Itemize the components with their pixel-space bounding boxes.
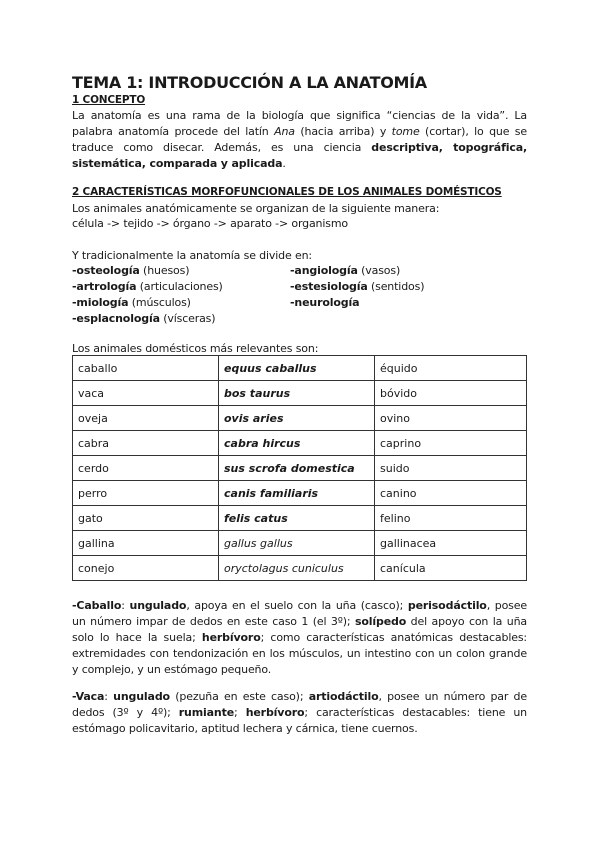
division-description: (músculos) xyxy=(128,296,191,309)
page-title: TEMA 1: INTRODUCCIÓN A LA ANATOMÍA xyxy=(72,73,427,92)
family-cell: suido xyxy=(375,456,527,481)
family-cell: bóvido xyxy=(375,381,527,406)
division-description: (sentidos) xyxy=(367,280,425,293)
text-run: . xyxy=(282,157,286,170)
scientific-name-cell: cabra hircus xyxy=(219,431,375,456)
division-item xyxy=(72,311,223,327)
common-name-cell: conejo xyxy=(73,556,219,581)
family-cell: felino xyxy=(375,506,527,531)
table-row xyxy=(73,556,527,581)
table-row xyxy=(73,381,527,406)
division-description: (huesos) xyxy=(139,264,190,277)
division-item xyxy=(72,279,223,295)
division-term: -estesiología xyxy=(290,280,368,293)
text-run: ungulado xyxy=(113,690,170,703)
division-term: -osteología xyxy=(72,264,140,277)
scientific-name-cell: sus scrofa domestica xyxy=(219,456,375,481)
text-run: ; características destacables: tiene un estómago policavitario, aptitud lechera y cárnica, tiene cuernos. xyxy=(72,706,528,735)
common-name-cell: gallina xyxy=(73,531,219,556)
table-intro: Los animales domésticos más relevantes son: xyxy=(72,342,319,355)
concept-paragraph xyxy=(72,108,527,172)
scientific-name-cell: oryctolagus cuniculus xyxy=(219,556,375,581)
vaca-paragraph xyxy=(72,689,527,737)
division-term: -miología xyxy=(72,296,129,309)
family-cell: canícula xyxy=(375,556,527,581)
table-row xyxy=(73,431,527,456)
text-run: ; xyxy=(234,706,246,719)
text-run: perisodáctilo xyxy=(407,599,487,612)
section-1-heading: 1 CONCEPTO xyxy=(72,94,146,106)
common-name-cell: cabra xyxy=(73,431,219,456)
common-name-cell: gato xyxy=(73,506,219,531)
common-name-cell: perro xyxy=(73,481,219,506)
division-term: -esplacnología xyxy=(72,312,160,325)
family-cell: caprino xyxy=(375,431,527,456)
text-run: (pezuña en este caso); xyxy=(169,690,309,703)
text-run: rumiante xyxy=(178,706,235,719)
division-term: -neurología xyxy=(290,296,360,309)
text-run: (hacia arriba) y xyxy=(294,125,392,138)
scientific-name-cell: gallus gallus xyxy=(219,531,375,556)
text-run: descriptiva, topográfica, sistemática, comparada y aplicada xyxy=(72,141,527,170)
organization-intro: Los animales anatómicamente se organizan de la siguiente manera: xyxy=(72,202,440,215)
table-row xyxy=(73,456,527,481)
domestic-animals-table xyxy=(72,355,527,581)
text-run: del apoyo con la uña solo lo hace la suela; xyxy=(72,615,527,644)
text-run: , apoya en el suelo con la uña (casco); xyxy=(186,599,408,612)
text-run: : xyxy=(104,690,114,703)
common-name-cell: cerdo xyxy=(73,456,219,481)
text-run: : xyxy=(121,599,130,612)
text-run: , posee un número par de dedos (3º y 4º); xyxy=(72,690,528,719)
text-run: -Vaca xyxy=(72,690,105,703)
section-2-heading: 2 CARACTERÍSTICAS MORFOFUNCIONALES DE LOS ANIMALES DOMÉSTICOS xyxy=(72,186,502,198)
division-term: -angiología xyxy=(290,264,358,277)
division-item xyxy=(290,295,424,311)
table-row xyxy=(73,356,527,381)
table-row xyxy=(73,531,527,556)
scientific-name-cell: bos taurus xyxy=(219,381,375,406)
division-item xyxy=(72,263,223,279)
divisions-list-left xyxy=(72,263,223,327)
divisions-list-right xyxy=(290,263,424,311)
divisions-intro: Y tradicionalmente la anatomía se divide en: xyxy=(72,249,312,262)
division-description: (vísceras) xyxy=(159,312,216,325)
common-name-cell: oveja xyxy=(73,406,219,431)
text-run: solípedo xyxy=(354,615,407,628)
division-item xyxy=(290,279,424,295)
text-run: artiodáctilo xyxy=(308,690,379,703)
text-run: tome xyxy=(391,125,420,138)
text-run: (cortar), lo que se traduce como disecar. Además, es una ciencia xyxy=(72,125,527,154)
family-cell: ovino xyxy=(375,406,527,431)
text-run: herbívoro xyxy=(245,706,305,719)
text-run: , posee un número impar de dedos en este caso 1 (el 3º); xyxy=(72,599,527,628)
common-name-cell: caballo xyxy=(73,356,219,381)
organization-chain: célula -> tejido -> órgano -> aparato -> organismo xyxy=(72,217,349,230)
division-description: (vasos) xyxy=(357,264,401,277)
text-run: -Caballo xyxy=(72,599,122,612)
division-description: (articulaciones) xyxy=(136,280,223,293)
family-cell: équido xyxy=(375,356,527,381)
text-run: ; como características anatómicas destacables: extremidades con tendonización en los músculos, un intestino con un colon grande y complejo, y un estómago pequeño. xyxy=(72,631,527,676)
division-item xyxy=(290,263,424,279)
family-cell: gallinacea xyxy=(375,531,527,556)
division-term: -artrología xyxy=(72,280,137,293)
table-row xyxy=(73,406,527,431)
scientific-name-cell: equus caballus xyxy=(219,356,375,381)
scientific-name-cell: canis familiaris xyxy=(219,481,375,506)
scientific-name-cell: felis catus xyxy=(219,506,375,531)
text-run: La anatomía es una rama de la biología que significa “ciencias de la vida”. La palabra anatomía procede del latín xyxy=(72,109,527,138)
text-run: herbívoro xyxy=(201,631,261,644)
common-name-cell: vaca xyxy=(73,381,219,406)
caballo-paragraph xyxy=(72,598,527,678)
scientific-name-cell: ovis aries xyxy=(219,406,375,431)
division-item xyxy=(72,295,223,311)
text-run: Ana xyxy=(274,125,295,138)
table-row xyxy=(73,481,527,506)
text-run: ungulado xyxy=(129,599,187,612)
table-row xyxy=(73,506,527,531)
family-cell: canino xyxy=(375,481,527,506)
